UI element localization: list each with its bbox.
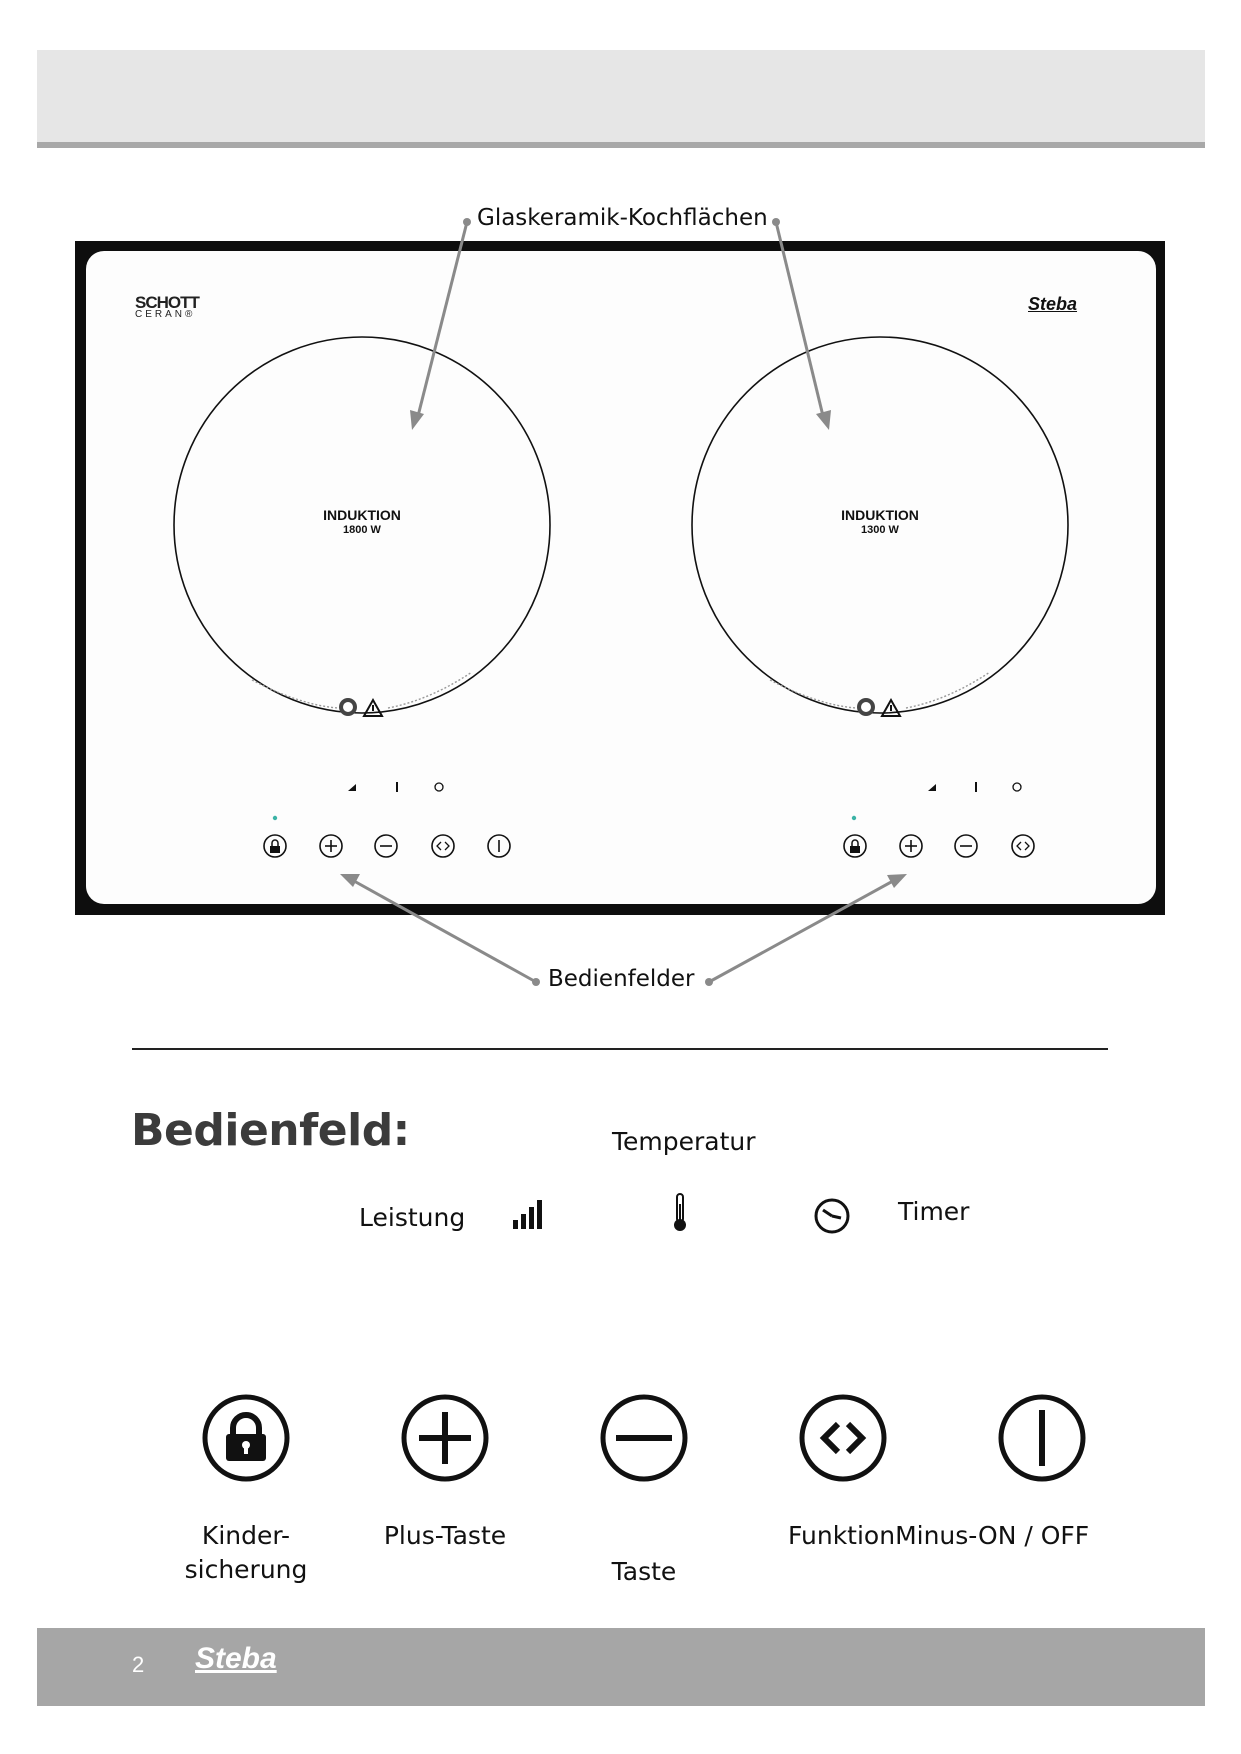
power-label: Leistung bbox=[359, 1203, 466, 1232]
schott-ceran-logo: SCHOTT CERAN® bbox=[135, 293, 199, 320]
function-icon bbox=[797, 1392, 889, 1484]
temperature-label: Temperatur bbox=[612, 1127, 756, 1156]
plus-button-label: Plus-Taste bbox=[383, 1521, 507, 1550]
callout-cooking-zones: Glaskeramik-Kochflächen bbox=[477, 205, 768, 231]
power-level-icon bbox=[510, 1196, 546, 1232]
status-led-right bbox=[852, 816, 856, 820]
lock-icon bbox=[200, 1392, 292, 1484]
footer-logo: Steba bbox=[195, 1642, 277, 1675]
plus-icon bbox=[399, 1392, 491, 1484]
thermometer-icon bbox=[670, 1192, 690, 1234]
zone-left-label: INDUKTION 1800 W bbox=[323, 507, 401, 536]
page-number: 2 bbox=[132, 1652, 145, 1677]
status-led-left bbox=[273, 816, 277, 820]
timer-icon bbox=[812, 1196, 852, 1236]
lock-button-label: Kinder- sicherung bbox=[184, 1521, 308, 1584]
callout-control-panels: Bedienfelder bbox=[548, 966, 695, 992]
function-power-button-label: FunktionMinus-ON / OFF bbox=[788, 1521, 1090, 1550]
section-title: Bedienfeld: bbox=[131, 1105, 410, 1156]
minus-button-label: Taste bbox=[611, 1557, 677, 1586]
zone-right-label: INDUKTION 1300 W bbox=[841, 507, 919, 536]
power-icon bbox=[996, 1392, 1088, 1484]
section-divider bbox=[132, 1048, 1108, 1050]
steba-logo-cooktop: Steba bbox=[1028, 294, 1078, 314]
timer-label: Timer bbox=[898, 1197, 970, 1226]
minus-icon bbox=[598, 1392, 690, 1484]
cooktop-glass bbox=[86, 251, 1156, 904]
footer-band bbox=[37, 1628, 1205, 1706]
